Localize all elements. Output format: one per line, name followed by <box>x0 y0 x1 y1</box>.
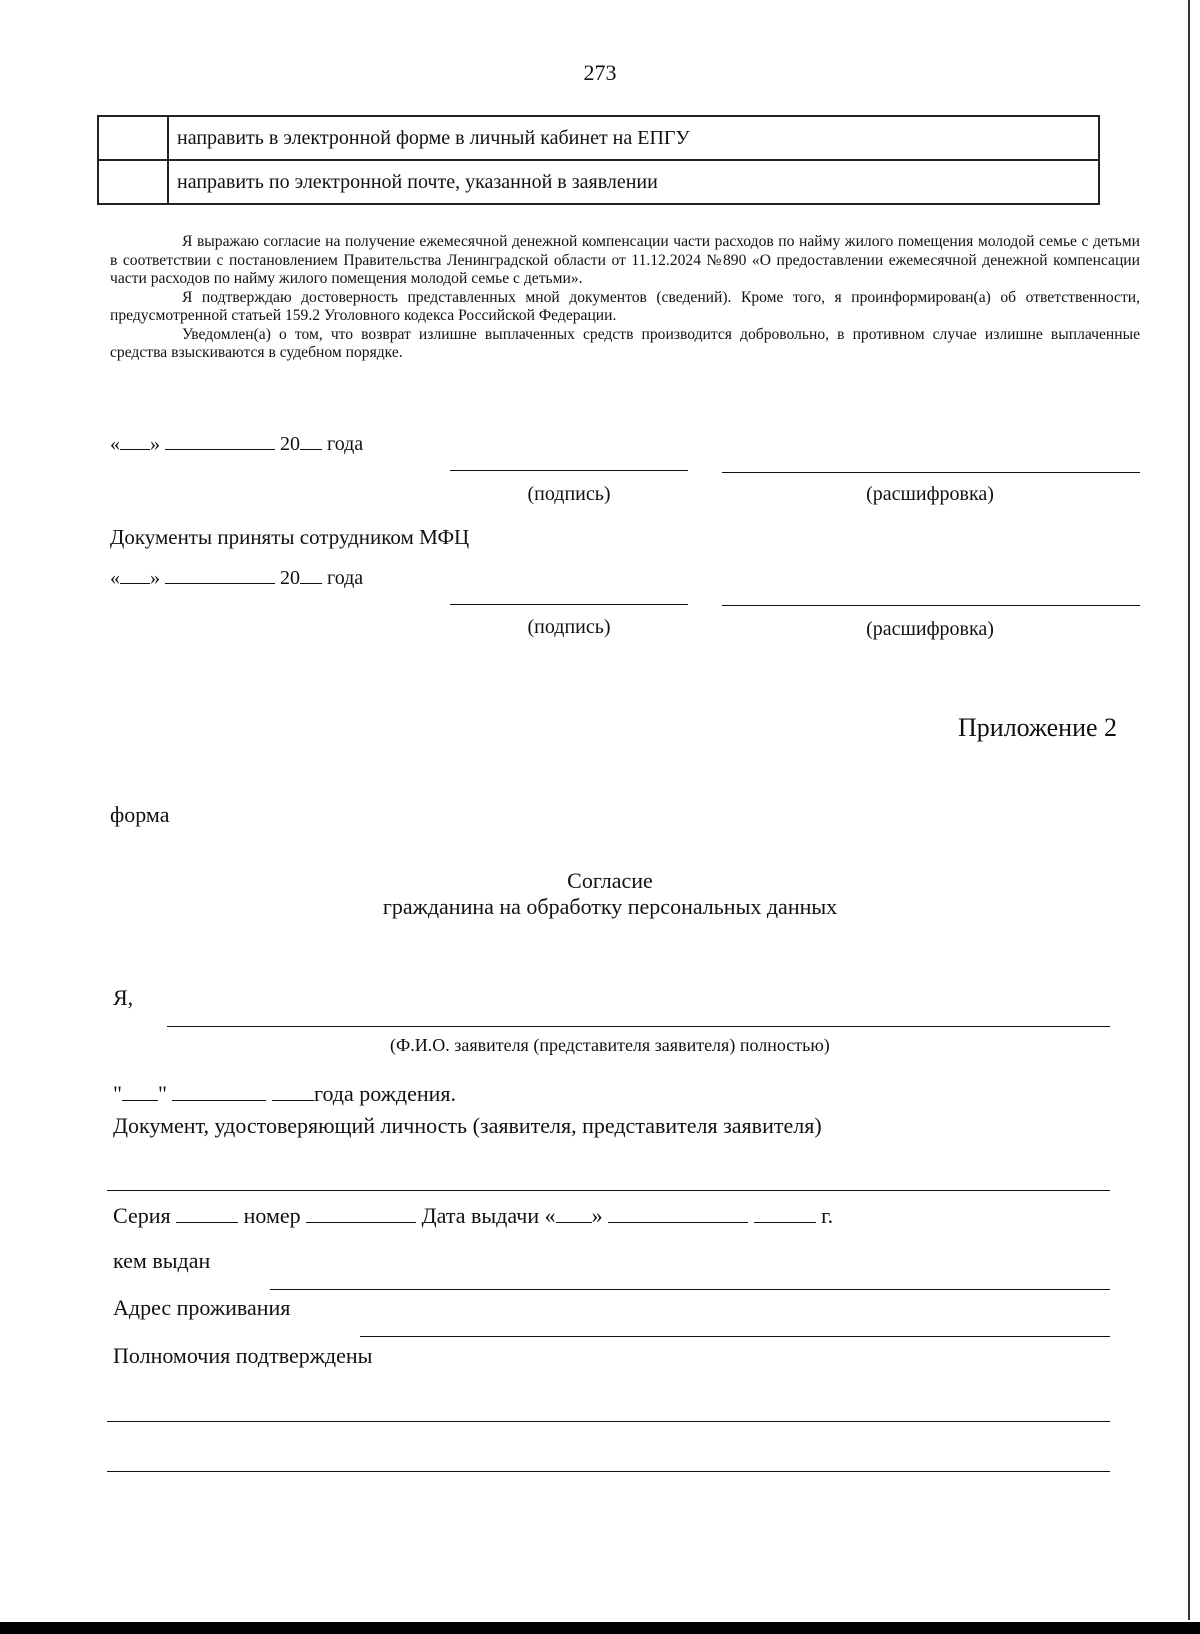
consent-heading-line1: Согласие <box>567 868 653 893</box>
quote-close: » <box>150 567 160 589</box>
decoding-caption: (расшифровка) <box>866 618 994 640</box>
quote-open: « <box>110 567 120 589</box>
birth-suffix: года рождения. <box>313 1081 457 1106</box>
number-label: номер <box>243 1203 301 1228</box>
delivery-options-table <box>97 115 1100 205</box>
quote-open: « <box>110 433 120 455</box>
option-label: направить по электронной почте, указанной в заявлении <box>168 160 1099 204</box>
mfc-date-line[interactable] <box>110 567 363 590</box>
table-row <box>98 116 1099 160</box>
consent-heading <box>0 868 1200 920</box>
appendix-title: Приложение 2 <box>958 713 1118 742</box>
issue-date-close: » <box>591 1203 603 1228</box>
scan-bottom-bar <box>0 1622 1200 1634</box>
year-prefix: 20 <box>280 567 300 589</box>
authority-line[interactable] <box>107 1471 1110 1472</box>
quote-mark: " <box>113 1081 122 1106</box>
passport-details-line[interactable] <box>113 1203 833 1229</box>
issue-date-label: Дата выдачи « <box>421 1203 556 1228</box>
scan-edge <box>1188 0 1190 1620</box>
address-label: Адрес проживания <box>113 1295 291 1320</box>
id-document-label: Документ, удостоверяющий личность (заявителя, представителя заявителя) <box>113 1113 822 1138</box>
applicant-date-line[interactable] <box>110 433 363 456</box>
signature-caption: (подпись) <box>527 483 611 505</box>
decoding-line[interactable] <box>722 605 1140 606</box>
consent-heading-line2: гражданина на обработку персональных данных <box>382 894 838 919</box>
form-label: форма <box>110 802 170 827</box>
applicant-prefix: Я, <box>113 985 134 1010</box>
birth-date-line[interactable] <box>113 1081 456 1107</box>
signature-caption: (подпись) <box>527 616 611 638</box>
consent-text <box>110 233 1140 363</box>
option-label: направить в электронной форме в личный кабинет на ЕПГУ <box>168 116 1099 160</box>
table-row <box>98 160 1099 204</box>
year-prefix: 20 <box>280 433 300 455</box>
applicant-name-line[interactable] <box>167 1026 1110 1027</box>
consent-paragraph: Уведомлен(а) о том, что возврат излишне выплаченных средств производится добровольно, в противном случае излишне выплаченные средства взыскиваются в судебном порядке. <box>110 325 1140 361</box>
applicant-name-caption: (Ф.И.О. заявителя (представителя заявителя) полностью) <box>390 1035 830 1055</box>
option-checkbox[interactable] <box>98 160 168 204</box>
signature-line[interactable] <box>450 604 688 605</box>
consent-paragraph: Я подтверждаю достоверность представленных мной документов (сведений). Кроме того, я проинформирован(а) об ответственности, предусмотренной статьей 159.2 Уголовного кодекса Российской Федерации. <box>110 288 1140 324</box>
year-suffix: года <box>327 433 364 455</box>
quote-close: » <box>150 433 160 455</box>
authority-line[interactable] <box>107 1421 1110 1422</box>
id-document-line[interactable] <box>107 1190 1110 1191</box>
option-checkbox[interactable] <box>98 116 168 160</box>
series-label: Серия <box>113 1203 171 1228</box>
consent-paragraph: Я выражаю согласие на получение ежемесячной денежной компенсации части расходов по найму жилого помещения молодой семье с детьми в соответствии с постановлением Правительства Ленинградской области от 11.12.2024 №890 «О предоставлении ежемесячной денежной компенсации части расходов по найму жилого помещения молодой семье с детьми». <box>110 233 1140 287</box>
year-suffix: года <box>327 567 364 589</box>
authority-label: Полномочия подтверждены <box>113 1343 373 1368</box>
quote-mark: " <box>157 1081 167 1106</box>
decoding-caption: (расшифровка) <box>866 483 994 505</box>
page-number: 273 <box>583 60 617 85</box>
year-abbr: г. <box>821 1203 834 1228</box>
issued-by-line[interactable] <box>270 1289 1110 1290</box>
mfc-accepted-label: Документы приняты сотрудником МФЦ <box>110 525 470 549</box>
address-line[interactable] <box>360 1336 1110 1337</box>
issued-by-label: кем выдан <box>113 1248 211 1273</box>
signature-line[interactable] <box>450 470 688 471</box>
decoding-line[interactable] <box>722 472 1140 473</box>
